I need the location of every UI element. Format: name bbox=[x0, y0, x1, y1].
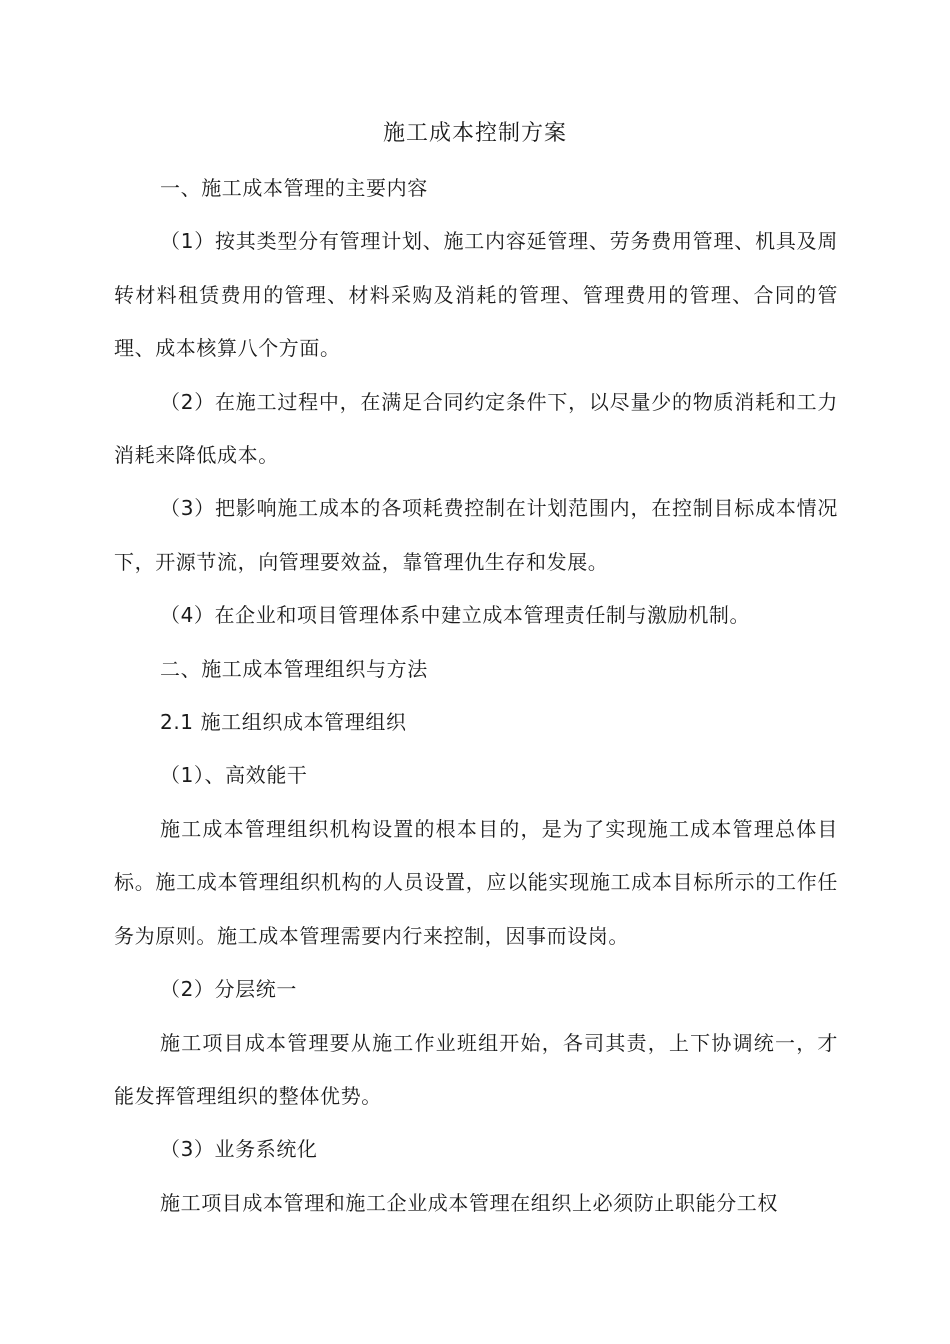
document-body bbox=[114, 162, 838, 1230]
subsection-heading-2-1: 2.1 施工组织成本管理组织 bbox=[160, 710, 407, 735]
paragraph-layered: 施工项目成本管理要从施工作业班组开始，各司其责，上下协调统一，才能发挥管理组织的整体优势。 bbox=[114, 1030, 838, 1108]
point-heading-efficient: （1）、高效能干 bbox=[160, 763, 308, 788]
paragraph-item-4: （4）在企业和项目管理体系中建立成本管理责任制与激励机制。 bbox=[160, 603, 751, 628]
paragraph-systematization: 施工项目成本管理和施工企业成本管理在组织上必须防止职能分工权 bbox=[160, 1190, 778, 1215]
section-heading-1: 一、施工成本管理的主要内容 bbox=[160, 176, 428, 200]
paragraph-efficient: 施工成本管理组织机构设置的根本目的，是为了实现施工成本管理总体目标。施工成本管理组织机构的人员设置，应以能实现施工成本目标所示的工作任务为原则。施工成本管理需要内行来控制，因事而设岗。 bbox=[114, 816, 838, 948]
paragraph-item-3: （3）把影响施工成本的各项耗费控制在计划范围内，在控制目标成本情况下，开源节流，向管理要效益，靠管理仇生存和发展。 bbox=[114, 496, 838, 574]
document-title: 施工成本控制方案 bbox=[382, 121, 567, 146]
paragraph-item-2: （2）在施工过程中，在满足合同约定条件下，以尽量少的物质消耗和工力消耗来降低成本。 bbox=[114, 389, 838, 468]
point-heading-layered: （2）分层统一 bbox=[160, 977, 297, 1002]
section-heading-2: 二、施工成本管理组织与方法 bbox=[160, 656, 428, 681]
paragraph-item-1: （1）按其类型分有管理计划、施工内容延管理、劳务费用管理、机具及周转材料租赁费用的管理、材料采购及消耗的管理、管理费用的管理、合同的管理、成本核算八个方面。 bbox=[114, 229, 838, 361]
point-heading-systematization: （3）业务系统化 bbox=[160, 1137, 318, 1162]
